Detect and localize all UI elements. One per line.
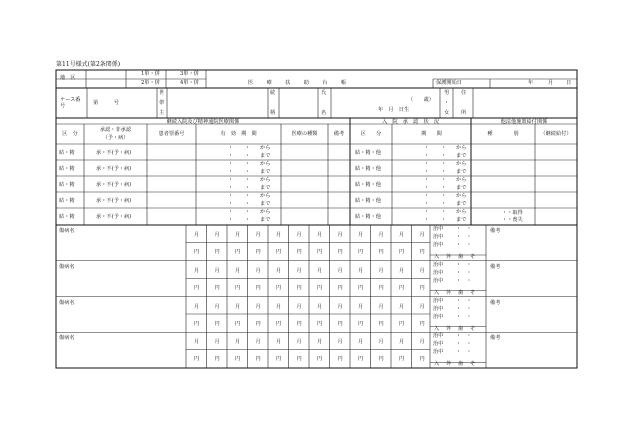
col-recipient-no: 患者票番号 (158, 131, 185, 137)
row-approval: 承・不(予・病) (96, 214, 132, 220)
month-label: 月 (337, 303, 343, 310)
row-dot: ・ (228, 177, 234, 183)
case-number-label: ケース番号 (60, 97, 81, 109)
name-char-2: 名 (321, 110, 327, 116)
row-kubun2: 結・精・他 (355, 150, 381, 156)
month-label: 月 (194, 303, 200, 310)
status-dots: ・ ・ (456, 261, 472, 268)
yen-label: 円 (235, 356, 241, 363)
disease-name-label: 傷病名 (59, 299, 75, 306)
other-law-section-title: 他法他施策給付関係 (500, 119, 548, 125)
book-label-1: 1単・併 (141, 71, 160, 77)
yen-label: 円 (296, 249, 302, 255)
yen-label: 円 (317, 284, 323, 291)
col-kubun: 区 分 (62, 131, 78, 137)
row-dot: ・ (245, 217, 251, 223)
status-label: 治中 (433, 297, 444, 304)
in-out-label: 外 (446, 254, 452, 260)
month-label: 月 (317, 267, 323, 274)
yen-label: 円 (255, 249, 261, 255)
row-kara: から (260, 193, 271, 199)
yen-label: 円 (378, 356, 384, 363)
yen-label: 円 (214, 284, 220, 291)
status-dots: ・ ・ (456, 349, 472, 356)
district-label: 地 区 (60, 75, 76, 81)
month-label: 月 (399, 303, 405, 310)
month-label: 月 (337, 267, 343, 274)
row-kubun: 結・精 (59, 182, 75, 188)
month-label: 月 (296, 303, 302, 310)
month-label: 月 (276, 303, 282, 310)
sex-dot: ・ (444, 100, 450, 106)
status-label: 治中 (433, 341, 444, 348)
yen-label: 円 (419, 356, 425, 363)
row-note: ・・喪失 (502, 217, 523, 223)
month-label: 月 (317, 339, 323, 346)
yen-label: 円 (358, 356, 364, 363)
row-kara: から (260, 145, 271, 151)
row-dot: ・ (228, 145, 234, 151)
yen-label: 円 (358, 284, 364, 291)
in-out-label: 入 (434, 289, 440, 296)
row-dot: ・ (424, 153, 430, 159)
yen-label: 円 (399, 249, 405, 255)
month-label: 月 (378, 232, 384, 238)
row-dot: ・ (441, 185, 447, 191)
month-label: 月 (317, 232, 323, 238)
month-label: 月 (337, 232, 343, 238)
row-kara2: から (456, 193, 467, 199)
month-label: 月 (419, 339, 425, 346)
status-dots: ・ ・ (456, 277, 472, 284)
month-label: 月 (548, 80, 554, 86)
row-dot: ・ (441, 201, 447, 207)
month-label: 月 (276, 232, 282, 238)
col-approval: 承認・非承認 (99, 127, 132, 133)
yen-label: 円 (255, 284, 261, 291)
disease-remarks-label: 備考 (490, 335, 501, 342)
number-label: 第 号 (93, 100, 119, 106)
row-made: まで (260, 201, 271, 207)
status-label: 治中 (433, 226, 444, 232)
yen-label: 円 (358, 320, 364, 327)
month-label: 月 (358, 267, 364, 274)
status-dots: ・ ・ (456, 226, 472, 232)
yen-label: 円 (317, 320, 323, 327)
col-approval-sub: （予・病） (102, 135, 129, 141)
row-dot: ・ (245, 161, 251, 167)
yen-label: 円 (337, 249, 343, 255)
yen-label: 円 (255, 320, 261, 327)
month-label: 月 (358, 339, 364, 346)
in-out-label: 歯 (458, 254, 464, 260)
ledger-title: 医 療 扶 助 台 帳 (248, 80, 348, 86)
year-label: 年 (528, 80, 534, 86)
month-label: 月 (214, 267, 220, 274)
month-label: 月 (378, 339, 384, 346)
row-made2: まで (456, 169, 467, 175)
yen-label: 円 (276, 320, 282, 327)
yen-label: 円 (399, 356, 405, 363)
row-approval: 承・不(予・病) (96, 198, 132, 204)
yen-label: 円 (235, 320, 241, 327)
status-dots: ・ ・ (456, 242, 472, 248)
row-dot: ・ (424, 161, 430, 167)
yen-label: 円 (419, 284, 425, 291)
col-continuing-payment: （継続給付） (540, 131, 572, 137)
yen-label: 円 (194, 320, 200, 327)
row-dot: ・ (228, 185, 234, 191)
row-dot: ・ (245, 169, 251, 175)
row-kubun2: 結・精・他 (355, 182, 381, 188)
month-label: 月 (235, 267, 241, 274)
book-label-2: 2単・併 (141, 80, 160, 86)
yen-label: 円 (337, 356, 343, 363)
row-dot: ・ (245, 177, 251, 183)
household-head-char-3: 主 (159, 110, 165, 116)
in-out-label: 歯 (458, 361, 464, 368)
status-dots: ・ ・ (456, 313, 472, 320)
row-kubun2: 結・精・他 (355, 166, 381, 172)
in-out-label: 外 (446, 361, 452, 368)
in-out-label: 外 (446, 325, 452, 332)
in-out-label: そ (470, 361, 476, 368)
row-dot: ・ (424, 185, 430, 191)
row-dot: ・ (424, 145, 430, 151)
in-out-label: 外 (446, 289, 452, 296)
month-label: 月 (358, 232, 364, 238)
row-dot: ・ (228, 169, 234, 175)
yen-label: 円 (194, 356, 200, 363)
row-dot: ・ (441, 145, 447, 151)
month-label: 月 (296, 267, 302, 274)
row-kara: から (260, 161, 271, 167)
row-kubun2: 結・精・他 (355, 198, 381, 204)
col-kubun2: 区 分 (360, 131, 382, 137)
status-label: 治中 (433, 269, 444, 276)
disease-name-label: 傷病名 (59, 263, 75, 270)
yen-label: 円 (296, 284, 302, 291)
month-label: 月 (255, 339, 261, 346)
yen-label: 円 (317, 356, 323, 363)
yen-label: 円 (194, 249, 200, 255)
yen-label: 円 (214, 356, 220, 363)
in-out-label: そ (470, 254, 476, 260)
disease-name-label: 傷病名 (59, 228, 75, 234)
status-dots: ・ ・ (456, 333, 472, 340)
status-label: 治中 (433, 261, 444, 268)
status-dots: ・ ・ (456, 297, 472, 304)
row-kubun: 結・精 (59, 150, 75, 156)
row-made2: まで (456, 201, 467, 207)
row-dot: ・ (424, 177, 430, 183)
yen-label: 円 (337, 284, 343, 291)
row-made: まで (260, 217, 271, 223)
status-dots: ・ ・ (456, 234, 472, 240)
row-kubun: 結・精 (59, 166, 75, 172)
month-label: 月 (276, 267, 282, 274)
yen-label: 円 (214, 249, 220, 255)
household-head-char-1: 世 (159, 90, 165, 96)
month-label: 月 (317, 303, 323, 310)
row-dot: ・ (228, 193, 234, 199)
month-label: 月 (235, 339, 241, 346)
relation-char-2: 柄 (270, 110, 276, 116)
address-char-1: 住 (461, 90, 467, 96)
row-dot: ・ (424, 169, 430, 175)
sex-male: 男 (444, 90, 450, 96)
month-label: 月 (214, 303, 220, 310)
row-dot: ・ (424, 201, 430, 207)
row-kara: から (260, 177, 271, 183)
month-label: 月 (378, 303, 384, 310)
disease-name-label: 傷病名 (59, 335, 75, 342)
day-label: 日 (566, 80, 572, 86)
yen-label: 円 (358, 249, 364, 255)
month-label: 月 (399, 339, 405, 346)
month-label: 月 (235, 232, 241, 238)
row-dot: ・ (245, 193, 251, 199)
row-dot: ・ (441, 193, 447, 199)
inpatient-section-title: 入 院 承 認 状 況 (381, 119, 440, 125)
month-label: 月 (378, 267, 384, 274)
row-dot: ・ (245, 201, 251, 207)
row-dot: ・ (424, 209, 430, 215)
status-dots: ・ ・ (456, 305, 472, 312)
yen-label: 円 (276, 284, 282, 291)
row-approval: 承・不(予・病) (96, 182, 132, 188)
row-dot: ・ (228, 161, 234, 167)
row-made2: まで (456, 217, 467, 223)
col-kind: 種 別 (487, 131, 519, 137)
row-kara2: から (456, 177, 467, 183)
in-out-label: 入 (434, 361, 440, 368)
row-kara2: から (456, 161, 467, 167)
month-label: 月 (296, 232, 302, 238)
household-head-char-2: 帯 (159, 100, 165, 106)
sex-female: 女 (444, 110, 450, 116)
yen-label: 円 (214, 320, 220, 327)
yen-label: 円 (276, 249, 282, 255)
yen-label: 円 (399, 284, 405, 291)
col-period: 有 効 期 間 (220, 131, 257, 137)
status-label: 治中 (433, 333, 444, 340)
row-kubun: 結・精 (59, 198, 75, 204)
yen-label: 円 (419, 320, 425, 327)
month-label: 月 (399, 267, 405, 274)
row-note: ・・取得 (502, 210, 523, 216)
in-out-label: 入 (434, 254, 440, 260)
yen-label: 円 (317, 249, 323, 255)
disease-remarks-label: 備考 (490, 299, 501, 306)
month-label: 月 (276, 339, 282, 346)
in-out-label: 入 (434, 325, 440, 332)
yen-label: 円 (378, 284, 384, 291)
month-label: 月 (214, 232, 220, 238)
row-dot: ・ (424, 217, 430, 223)
in-out-label: そ (470, 325, 476, 332)
row-approval: 承・不(予・病) (96, 150, 132, 156)
month-label: 月 (358, 303, 364, 310)
col-remarks: 備考 (333, 131, 345, 137)
month-label: 月 (255, 267, 261, 274)
month-label: 月 (419, 232, 425, 238)
relation-char-1: 続 (270, 90, 276, 96)
row-dot: ・ (441, 209, 447, 215)
row-dot: ・ (441, 161, 447, 167)
status-label: 治中 (433, 277, 444, 284)
col-period2: 期 間 (421, 131, 442, 137)
row-dot: ・ (441, 217, 447, 223)
status-label: 治中 (433, 234, 444, 240)
row-kara2: から (456, 209, 467, 215)
col-med-type: 医療の種類 (291, 131, 318, 137)
yen-label: 円 (296, 356, 302, 363)
in-out-label: 歯 (458, 325, 464, 332)
yen-label: 円 (399, 320, 405, 327)
row-dot: ・ (441, 153, 447, 159)
in-out-label: そ (470, 289, 476, 296)
status-dots: ・ ・ (456, 341, 472, 348)
row-dot: ・ (441, 177, 447, 183)
row-dot: ・ (441, 169, 447, 175)
yen-label: 円 (378, 320, 384, 327)
row-made: まで (260, 169, 271, 175)
month-label: 月 (255, 303, 261, 310)
month-label: 月 (255, 232, 261, 238)
row-approval: 承・不(予・病) (96, 166, 132, 172)
month-label: 月 (399, 232, 405, 238)
row-dot: ・ (245, 153, 251, 159)
month-label: 月 (214, 339, 220, 346)
row-kara2: から (456, 145, 467, 151)
status-label: 治中 (433, 349, 444, 356)
row-dot: ・ (228, 217, 234, 223)
month-label: 月 (419, 267, 425, 274)
row-dot: ・ (228, 209, 234, 215)
row-kubun2: 結・精・他 (355, 214, 381, 220)
row-dot: ・ (245, 209, 251, 215)
yen-label: 円 (337, 320, 343, 327)
row-made: まで (260, 185, 271, 191)
age-label: （ 歳） (408, 97, 434, 103)
form-title: 第11号様式(第2条関係) (56, 61, 121, 68)
row-made: まで (260, 153, 271, 159)
status-label: 治中 (433, 313, 444, 320)
row-kubun: 結・精 (59, 214, 75, 220)
birth-label: 年 月 日生 (378, 107, 410, 113)
month-label: 月 (194, 267, 200, 274)
yen-label: 円 (419, 249, 425, 255)
book-label-4: 4単・併 (180, 80, 199, 86)
row-dot: ・ (228, 153, 234, 159)
row-dot: ・ (424, 193, 430, 199)
in-out-label: 歯 (458, 289, 464, 296)
continuing-section-title: 継続入院及び精神通院医療関係 (166, 119, 240, 125)
yen-label: 円 (235, 249, 241, 255)
status-dots: ・ ・ (456, 269, 472, 276)
month-label: 月 (296, 339, 302, 346)
row-dot: ・ (245, 185, 251, 191)
month-label: 月 (235, 303, 241, 310)
yen-label: 円 (378, 249, 384, 255)
yen-label: 円 (194, 284, 200, 291)
yen-label: 円 (276, 356, 282, 363)
month-label: 月 (194, 339, 200, 346)
row-dot: ・ (245, 145, 251, 151)
yen-label: 円 (235, 284, 241, 291)
book-label-3: 3単・併 (180, 71, 199, 77)
yen-label: 円 (255, 356, 261, 363)
row-kara: から (260, 209, 271, 215)
disease-remarks-label: 備考 (490, 228, 501, 234)
yen-label: 円 (296, 320, 302, 327)
month-label: 月 (337, 339, 343, 346)
row-made2: まで (456, 153, 467, 159)
row-made2: まで (456, 185, 467, 191)
address-char-2: 所 (461, 110, 467, 116)
row-dot: ・ (228, 201, 234, 207)
month-label: 月 (419, 303, 425, 310)
disease-remarks-label: 備考 (490, 263, 501, 270)
month-label: 月 (194, 232, 200, 238)
status-label: 治中 (433, 242, 444, 248)
name-char-1: 氏 (321, 90, 327, 96)
status-label: 治中 (433, 305, 444, 312)
start-date-label: 保護開始日 (436, 80, 462, 86)
